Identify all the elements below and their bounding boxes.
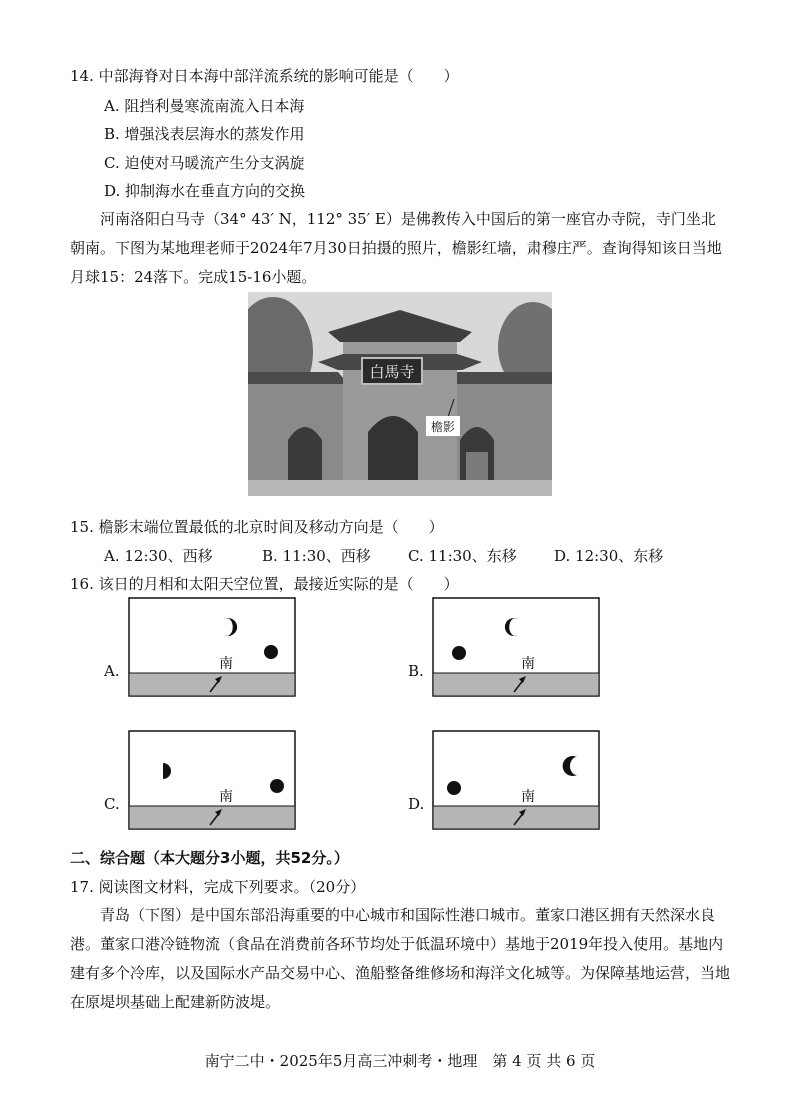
diagram-d-letter: D. (408, 795, 425, 813)
q15-option-b: B. 11:30、西移 (262, 547, 371, 565)
sun-icon (447, 781, 461, 795)
q15-option-a: A. 12:30、西移 (104, 547, 213, 565)
south-label: 南 (219, 656, 233, 672)
plaque-text: 白馬寺 (369, 363, 415, 381)
q14-option-b: B. 增强浅表层海水的蒸发作用 (104, 125, 305, 143)
sun-icon (270, 779, 284, 793)
diagram-c-letter: C. (104, 795, 120, 813)
diagram-a-letter: A. (104, 662, 120, 680)
q14-stem: 14. 中部海脊对日本海中部洋流系统的影响可能是（ ） (70, 67, 459, 85)
q14-option-a: A. 阻挡利曼寒流南流入日本海 (104, 97, 305, 115)
diagram-a (128, 597, 296, 697)
q15-option-c: C. 11:30、东移 (408, 547, 517, 565)
page-footer: 南宁二中・2025年5月高三冲刺考・地理 第 4 页 共 6 页 (204, 1052, 596, 1070)
diagram-b-letter: B. (408, 662, 424, 680)
south-label: 南 (521, 789, 535, 805)
south-label: 南 (219, 789, 233, 805)
material-paragraph: 河南洛阳白马寺（34° 43′ N，112° 35′ E）是佛教传入中国后的第一座官办寺院，寺门坐北朝南。下图为某地理老师于2024年7月30日拍摄的照片，檐影红墙，肃穆庄严。查询得知该日当地月球15：24落下。完成15-16小题。 (70, 210, 722, 286)
sun-icon (264, 645, 278, 659)
temple-photo (248, 292, 552, 496)
q17-material: 青岛（下图）是中国东部沿海重要的中心城市和国际性港口城市。董家口港区拥有天然深水良港。董家口港冷链物流（食品在消费前各环节均处于低温环境中）基地于2019年投入使用。基地内建有多个冷库，以及国际水产品交易中心、渔船整备维修场和海洋文化城等。为保障基地运营，当地在原堤坝基础上配建新防波堤。 (70, 906, 731, 1011)
south-label: 南 (521, 656, 535, 672)
section-heading: 二、综合题（本大题分3小题，共52分。） (70, 849, 349, 867)
diagram-c (128, 730, 296, 830)
q17-stem: 17. 阅读图文材料，完成下列要求。（20分） (70, 878, 366, 896)
q15-stem: 15. 檐影末端位置最低的北京时间及移动方向是（ ） (70, 518, 444, 536)
eave-shadow-label: 檐影 (430, 420, 456, 434)
q15-option-d: D. 12:30、东移 (554, 547, 664, 565)
q14-option-c: C. 迫使对马暖流产生分支涡旋 (104, 154, 305, 172)
q16-stem: 16. 该日的月相和太阳天空位置，最接近实际的是（ ） (70, 575, 459, 593)
diagram-b (432, 597, 600, 697)
sun-icon (452, 646, 466, 660)
diagram-d (432, 730, 600, 830)
q14-option-d: D. 抑制海水在垂直方向的交换 (104, 182, 306, 200)
